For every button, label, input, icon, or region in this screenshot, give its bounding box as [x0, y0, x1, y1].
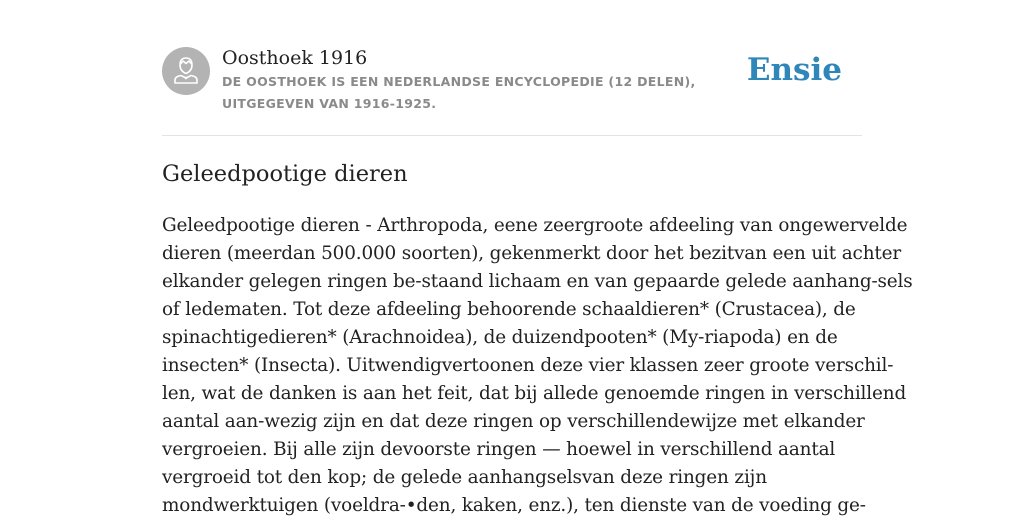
- source-name[interactable]: Oosthoek 1916: [222, 47, 368, 69]
- article-text-line: of ledematen. Tot deze afdeeling behoorende schaaldieren* (Crustacea), de: [162, 299, 856, 320]
- header-divider: [162, 135, 862, 136]
- source-description: DE OOSTHOEK IS EEN NEDERLANDSE ENCYCLOPEDIE (12 DELEN), UITGEGEVEN VAN 1916-1925.: [222, 74, 696, 111]
- article-text-line: spinachtigedieren* (Arachnoidea), de duizendpooten* (My-riapoda) en de: [162, 327, 838, 348]
- article-text-line: aantal aan-wezig zijn en dat deze ringen op verschillendewijze met elkander: [162, 411, 865, 432]
- article-text-line: mondwerktuigen (voeldra-•den, kaken, enz.), ten dienste van de voeding ge-: [162, 495, 866, 516]
- article-text-line: insecten* (Insecta). Uitwendigvertoonen deze vier klassen zeer groote verschil-: [162, 355, 894, 376]
- article-text-line: elkander gelegen ringen be-staand lichaam en van gepaarde gelede aanhang-sels: [162, 271, 913, 292]
- user-icon: [162, 47, 210, 95]
- article-body: [162, 212, 913, 520]
- article-text-line: vergroeid tot den kop; de gelede aanhangselsvan deze ringen zijn: [162, 467, 767, 488]
- article-text-line: dieren (meerdan 500.000 soorten), gekenmerkt door het bezitvan een uit achter: [162, 243, 902, 264]
- article-text-line: vergroeien. Bij alle zijn devoorste ringen — hoewel in verschillend aantal: [162, 439, 836, 460]
- article-text-line: Geleedpootige dieren - Arthropoda, eene zeergroote afdeeling van ongewervelde: [162, 215, 908, 236]
- article-text-line: len, wat de danken is aan het feit, dat bij allede genoemde ringen in verschillend: [162, 383, 907, 404]
- article-title: Geleedpootige dieren: [162, 161, 408, 187]
- ensie-logo[interactable]: Ensie: [746, 52, 842, 88]
- avatar[interactable]: [162, 47, 210, 95]
- source-header: [162, 46, 862, 136]
